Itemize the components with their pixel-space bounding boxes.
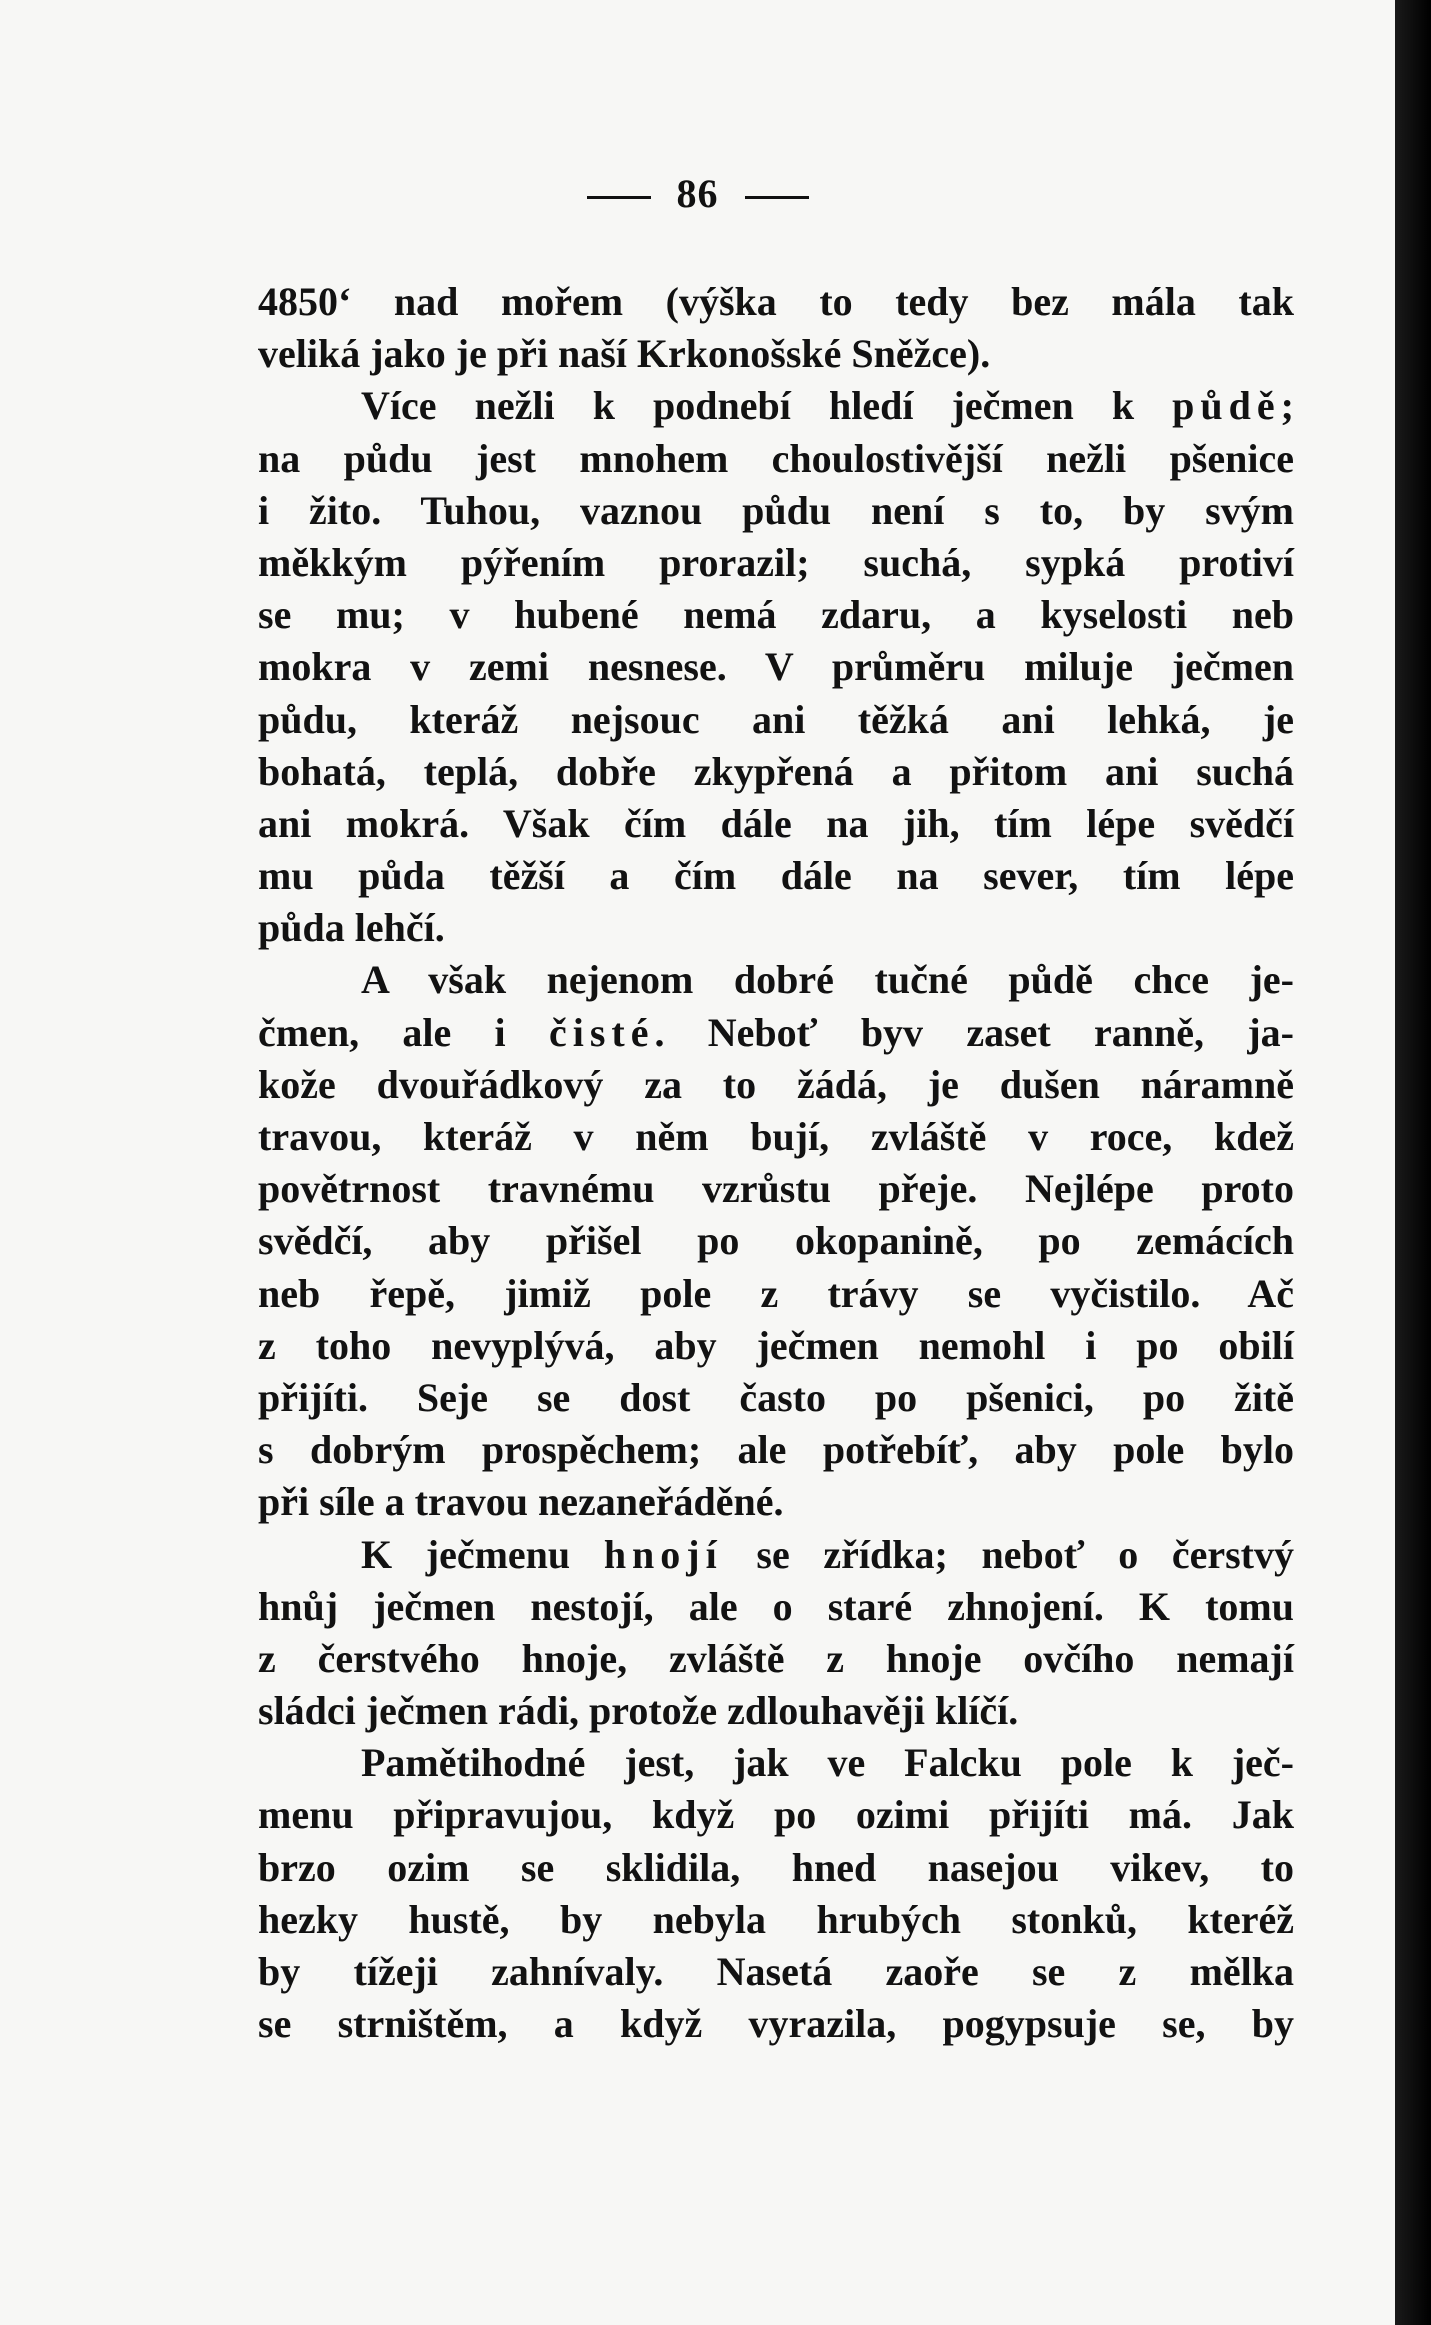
- page-number-header: [0, 170, 1395, 217]
- text-line: travou, kteráž v něm bují, zvláště v roce, kdež: [258, 1114, 1294, 1159]
- text-line: čmen, ale i čisté. Neboť byv zaset ranně, ja-: [258, 1009, 1294, 1055]
- text-line: svědčí, aby přišel po okopanině, po zemácích: [258, 1218, 1294, 1264]
- text-line: při síle a travou nezaneřáděné.: [258, 1479, 784, 1525]
- text-line: sládci ječmen rádi, protože zdlouhavěji klíčí.: [258, 1688, 1019, 1734]
- text-line: i žito. Tuhou, vaznou půdu není s to, by svým: [258, 487, 1294, 533]
- text-line: na půdu jest mnohem choulostivější nežli pšenice: [258, 435, 1294, 481]
- page-binding-edge: [1395, 0, 1431, 2325]
- text-line: A však nejenom dobré tučné půdě chce je-: [361, 957, 1294, 1003]
- text-line: s dobrým prospěchem; ale potřebíť, aby pole bylo: [258, 1427, 1294, 1473]
- text-line: mokra v zemi nesnese. V průměru miluje ječmen: [258, 644, 1294, 690]
- body-text: [258, 276, 1294, 2050]
- page-number: 86: [676, 171, 719, 216]
- text-line: veliká jako je při naší Krkonošské Sněžce).: [258, 331, 991, 377]
- text-line: přijíti. Seje se dost často po pšenici, po žitě: [258, 1374, 1294, 1420]
- text-line: K ječmenu hnojí se zřídka; neboť o čerstvý: [361, 1531, 1294, 1577]
- emphasized-word: hnojí: [603, 1531, 723, 1577]
- text-line: bohatá, teplá, dobře zkypřená a přitom ani suchá: [258, 748, 1294, 794]
- text-line: kože dvouřádkový za to žádá, je dušen náramně: [258, 1061, 1294, 1107]
- text-line: z toho nevyplývá, aby ječmen nemohl i po obilí: [258, 1322, 1294, 1368]
- text-line: půdu, kteráž nejsouc ani těžká ani lehká, je: [258, 696, 1294, 742]
- text-line: neb řepě, jimiž pole z trávy se vyčistilo. Ač: [258, 1270, 1294, 1316]
- text-line: mu půda těžší a čím dále na sever, tím lépe: [258, 853, 1294, 899]
- text-line: hezky hustě, by nebyla hrubých stonků, kteréž: [258, 1896, 1294, 1942]
- text-line: se mu; v hubené nemá zdaru, a kyselosti neb: [258, 592, 1294, 638]
- text-line: 4850‘ nad mořem (výška to tedy bez mála tak: [258, 279, 1294, 324]
- text-line: menu připravujou, když po ozimi přijíti má. Jak: [258, 1792, 1294, 1838]
- text-line: se strništěm, a když vyrazila, pogypsuje se, by: [258, 2001, 1294, 2047]
- emphasized-word: půdě: [1172, 383, 1281, 429]
- text-line: ani mokrá. Však čím dále na jih, tím lépe svědčí: [258, 800, 1294, 846]
- text-line: by tížeji zahnívaly. Nasetá zaoře se z mělka: [258, 1949, 1294, 1994]
- text-line: Pamětihodné jest, jak ve Falcku pole k ječ-: [361, 1740, 1294, 1786]
- text-line: z čerstvého hnoje, zvláště z hnoje ovčího nemají: [258, 1635, 1294, 1681]
- text-line: půda lehčí.: [258, 905, 445, 951]
- header-dash-left: [587, 196, 651, 199]
- header-dash-right: [745, 196, 809, 199]
- text-line: měkkým pýřením prorazil; suchá, sypká protiví: [258, 539, 1294, 585]
- emphasized-word: čisté: [548, 1009, 655, 1055]
- text-line: hnůj ječmen nestojí, ale o staré zhnojení. K tomu: [258, 1583, 1294, 1629]
- text-line: povětrnost travnému vzrůstu přeje. Nejlépe proto: [258, 1166, 1294, 1212]
- text-line: Více nežli k podnebí hledí ječmen k půdě;: [361, 383, 1294, 429]
- text-line: brzo ozim se sklidila, hned nasejou vikev, to: [258, 1844, 1294, 1890]
